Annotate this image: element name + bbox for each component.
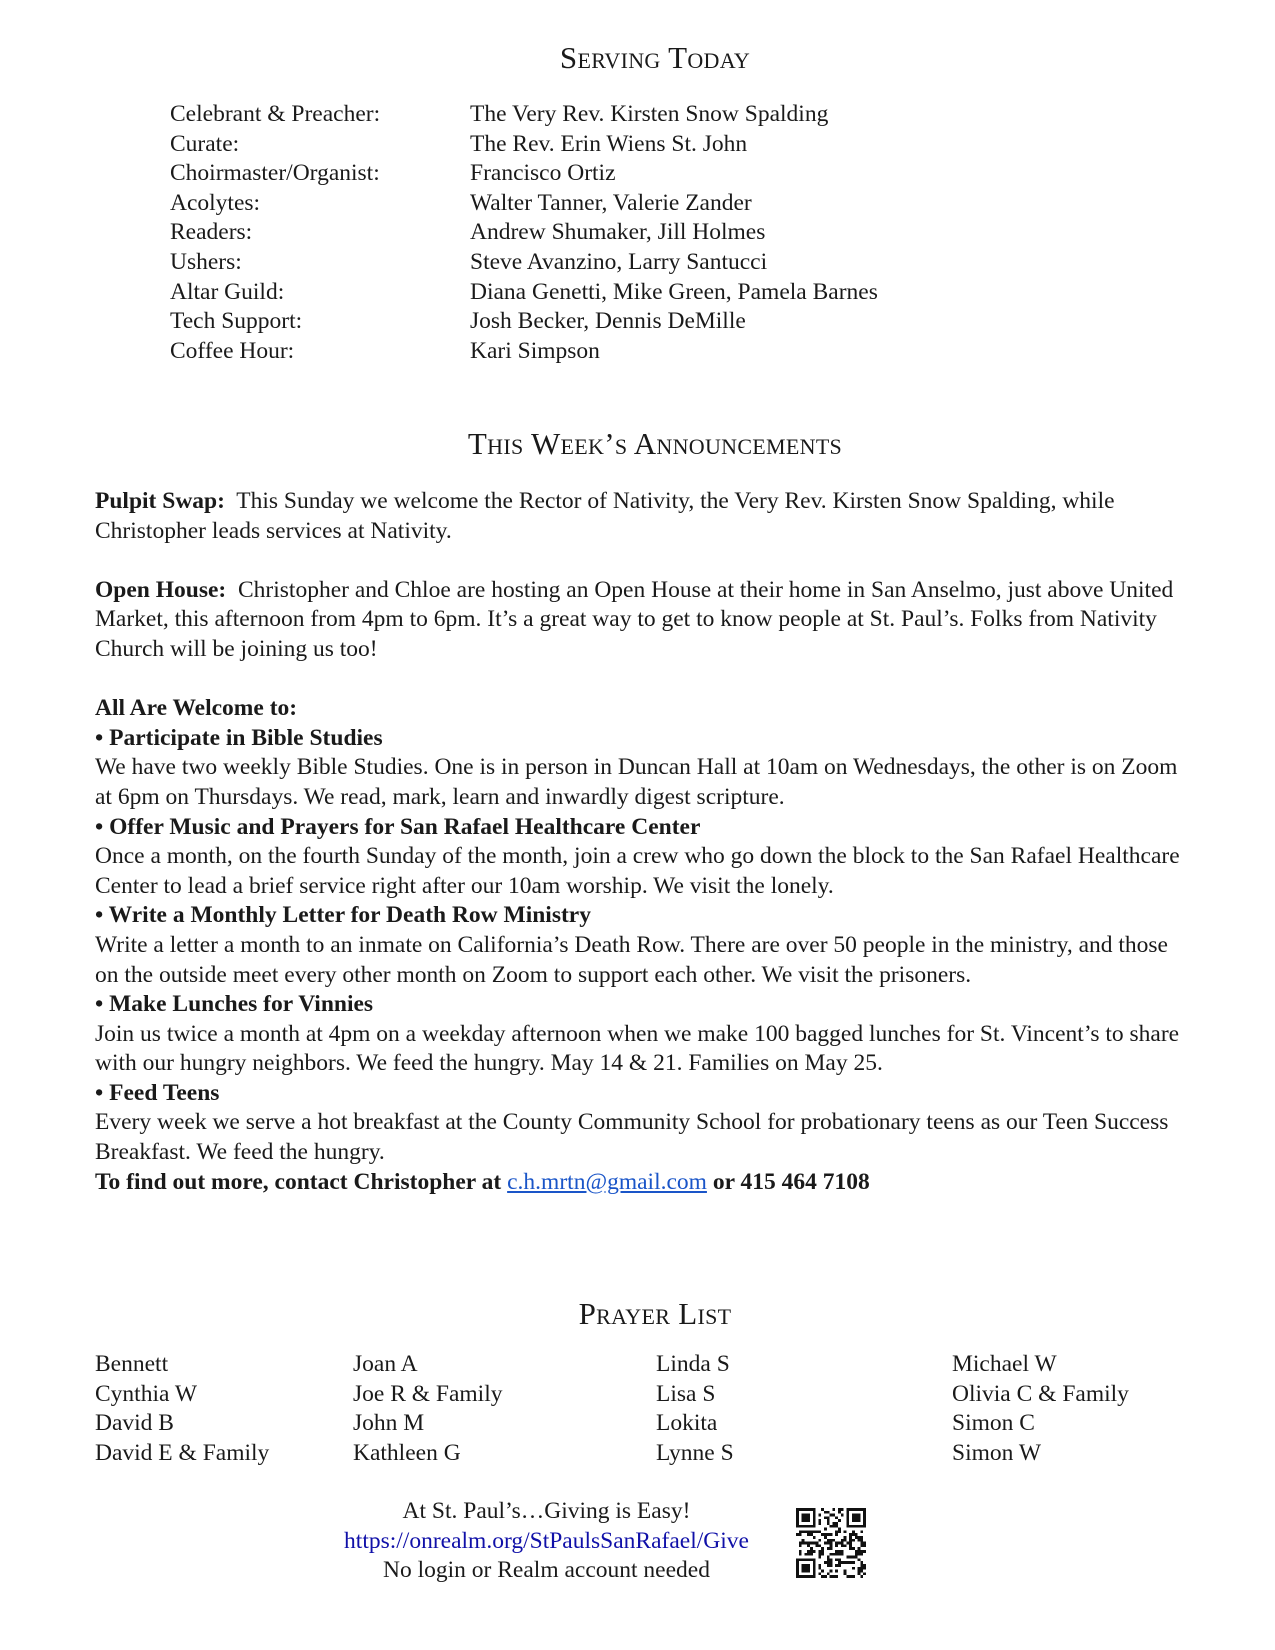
contact-email-link[interactable]: c.h.mrtn@gmail.com: [507, 1168, 707, 1195]
open-house-label: Open House:: [95, 576, 227, 603]
serving-row: [170, 218, 878, 248]
serving-role: Acolytes:: [170, 189, 261, 216]
serving-row: [170, 278, 878, 308]
giving-note: No login or Realm account needed: [383, 1557, 710, 1584]
ministry-heading: • Write a Monthly Letter for Death Row Ministry: [95, 902, 591, 929]
prayer-name: Bennett: [95, 1351, 169, 1377]
announcements-body: [95, 487, 1190, 1197]
ministry-text: Join us twice a month at 4pm on a weekday afternoon when we make 100 bagged lunches for St. Vincent’s to share with our hungry neighbors. We feed the hungry. May 14 & 21. Families on May 25.: [95, 1020, 1180, 1077]
giving-block: [330, 1497, 763, 1586]
serving-name: Steve Avanzino, Larry Santucci: [470, 248, 768, 275]
prayer-name: Michael W: [952, 1351, 1057, 1377]
prayer-list-title: Prayer List: [578, 1296, 732, 1331]
prayer-name: David E & Family: [95, 1439, 270, 1466]
contact-suffix: or 415 464 7108: [712, 1168, 870, 1195]
contact-prefix: To find out more, contact Christopher at: [95, 1168, 502, 1195]
serving-row: [170, 307, 878, 337]
ministry-heading: • Offer Music and Prayers for San Rafael Healthcare Center: [95, 813, 701, 840]
prayer-name: Simon W: [952, 1439, 1042, 1466]
serving-name: Andrew Shumaker, Jill Holmes: [470, 219, 766, 246]
serving-row: [170, 337, 878, 367]
ministry-heading: • Feed Teens: [95, 1079, 220, 1106]
prayer-name: Lynne S: [656, 1439, 734, 1466]
prayer-name: David B: [95, 1410, 174, 1437]
serving-role: Choirmaster/Organist:: [170, 160, 380, 187]
welcome-heading: All Are Welcome to:: [95, 695, 298, 722]
prayer-name: Kathleen G: [353, 1439, 461, 1466]
ministry-text: We have two weekly Bible Studies. One is in person in Duncan Hall at 10am on Wednesdays, the other is on Zoom at 6pm on Thursdays. We read, mark, learn and inwardly digest scripture.: [95, 754, 1178, 810]
prayer-column: [353, 1350, 503, 1468]
pulpit-swap-paragraph: [95, 487, 1190, 546]
prayer-name: Olivia C & Family: [952, 1380, 1129, 1407]
serving-row: [170, 248, 878, 278]
contact-line: [95, 1168, 1190, 1198]
open-house-paragraph: [95, 576, 1190, 665]
serving-name: Josh Becker, Dennis DeMille: [470, 308, 746, 335]
ministry-text: Once a month, on the fourth Sunday of the month, join a crew who go down the block to the San Rafael Healthcare Center to lead a brief service right after our 10am worship. We visit the lonely.: [95, 843, 1180, 899]
serving-name: Kari Simpson: [470, 337, 600, 364]
prayer-name: Lokita: [656, 1410, 718, 1437]
prayer-column: [656, 1350, 734, 1468]
serving-row: [170, 100, 878, 130]
announcements-title: This Week’s Announcements: [467, 426, 843, 461]
serving-title: Serving Today: [559, 40, 751, 75]
serving-row: [170, 130, 878, 160]
serving-name: Walter Tanner, Valerie Zander: [470, 189, 752, 216]
serving-name: Francisco Ortiz: [470, 160, 616, 187]
prayer-column: [952, 1350, 1129, 1468]
prayer-name: Cynthia W: [95, 1380, 198, 1407]
serving-role: Readers:: [170, 219, 253, 246]
prayer-name: John M: [353, 1410, 425, 1437]
serving-name: The Very Rev. Kirsten Snow Spalding: [470, 101, 829, 127]
prayer-name: Joan A: [353, 1351, 418, 1377]
prayer-name: Simon C: [952, 1410, 1035, 1437]
serving-role: Curate:: [170, 130, 240, 157]
serving-role: Tech Support:: [170, 308, 303, 335]
serving-role: Coffee Hour:: [170, 337, 295, 364]
prayer-name: Joe R & Family: [353, 1380, 503, 1407]
qr-code-icon: [796, 1508, 866, 1578]
serving-row: [170, 189, 878, 219]
ministry-heading: • Make Lunches for Vinnies: [95, 991, 374, 1018]
serving-role: Celebrant & Preacher:: [170, 101, 381, 127]
ministry-text: Every week we serve a hot breakfast at the County Community School for probationary teens as our Teen Success Breakfast. We feed the hungry.: [95, 1109, 1169, 1166]
prayer-column: [95, 1350, 269, 1468]
serving-role: Altar Guild:: [170, 278, 285, 305]
ministry-heading: • Participate in Bible Studies: [95, 724, 383, 751]
giving-tagline: At St. Paul’s…Giving is Easy!: [402, 1498, 691, 1524]
ministry-text: Write a letter a month to an inmate on California’s Death Row. There are over 50 people in the ministry, and those on the outside meet every other month on Zoom to support each other. We visit the prisoners.: [95, 931, 1168, 988]
giving-url-link[interactable]: https://onrealm.org/StPaulsSanRafael/Give: [344, 1527, 749, 1554]
pulpit-swap-text: This Sunday we welcome the Rector of Nativity, the Very Rev. Kirsten Snow Spalding, while Christopher leads services at Nativity.: [95, 488, 1115, 544]
prayer-name: Linda S: [656, 1351, 730, 1377]
serving-role: Ushers:: [170, 248, 242, 275]
pulpit-swap-label: Pulpit Swap:: [95, 488, 225, 514]
open-house-text: Christopher and Chloe are hosting an Open House at their home in San Anselmo, just above United Market, this afternoon from 4pm to 6pm. It’s a great way to get to know people at St. Paul’s. Folks from Nativity Church will be joining us too!: [95, 576, 1174, 662]
serving-row: [170, 159, 878, 189]
serving-name: The Rev. Erin Wiens St. John: [470, 130, 748, 157]
serving-name: Diana Genetti, Mike Green, Pamela Barnes: [470, 278, 878, 305]
serving-list: [170, 100, 878, 366]
prayer-name: Lisa S: [656, 1380, 716, 1407]
